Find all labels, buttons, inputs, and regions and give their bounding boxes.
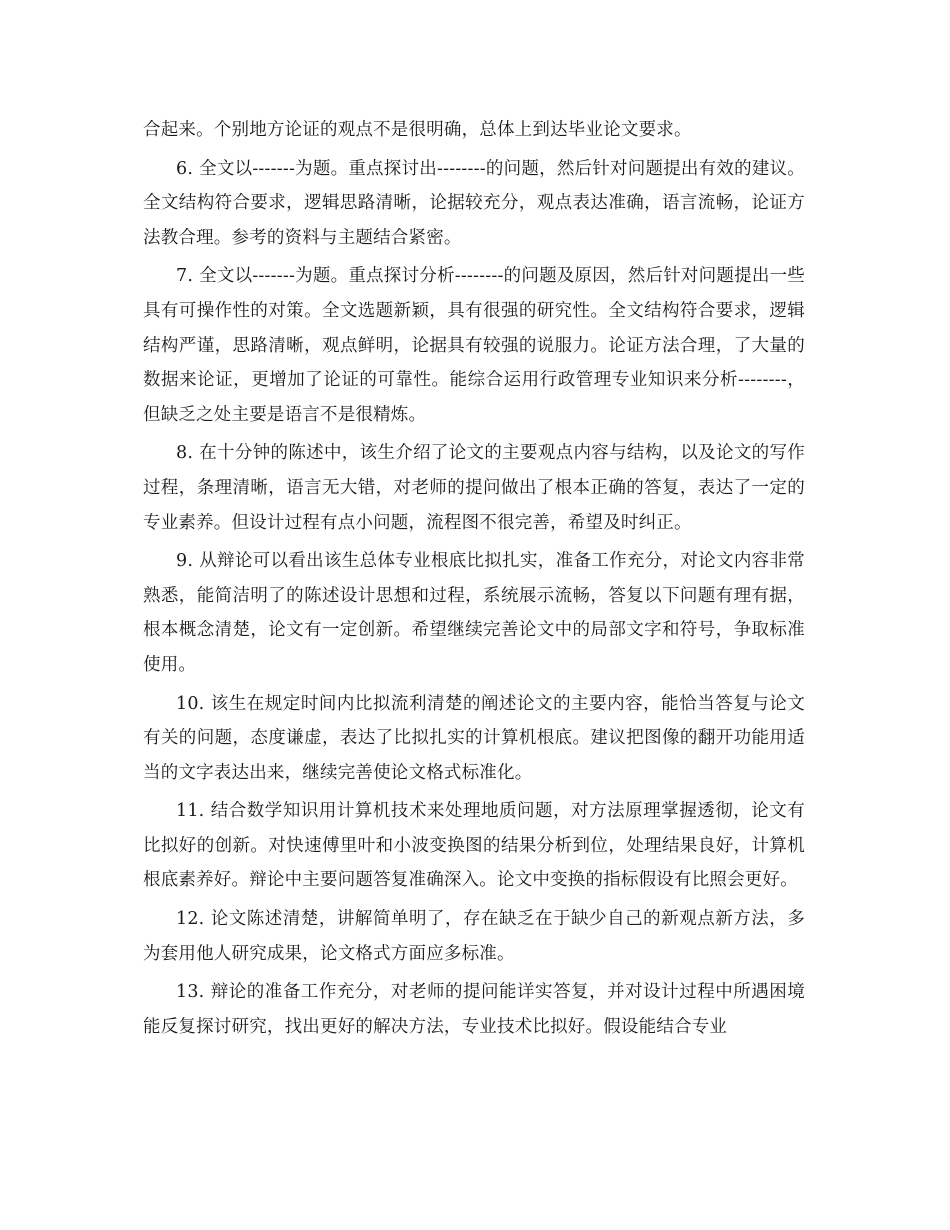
- paragraph-number: 13.: [176, 982, 205, 1003]
- paragraph-item-7: [143, 259, 805, 432]
- paragraph-continuation: [143, 113, 805, 148]
- paragraph-item-11: [143, 794, 805, 898]
- paragraph-number: 11.: [176, 801, 205, 822]
- paragraph-number: 9.: [176, 551, 194, 572]
- paragraph-text: 在十分钟的陈述中，该生介绍了论文的主要观点内容与结构，以及论文的写作过程，条理清晰，语言无大错，对老师的提问做出了根本正确的答复，表达了一定的专业素养。但设计过程有点小问题，流程图不很完善，希望及时纠正。: [143, 443, 805, 533]
- paragraph-item-13: [143, 975, 805, 1044]
- paragraph-number: 6.: [176, 158, 194, 179]
- paragraph-number: 8.: [176, 443, 194, 464]
- paragraph-text: 论文陈述清楚，讲解简单明了，存在缺乏在于缺少自己的新观点新方法，多为套用他人研究成果，论文格式方面应多标准。: [143, 909, 805, 964]
- paragraph-number: 10.: [176, 693, 205, 714]
- paragraph-item-8: [143, 436, 805, 540]
- paragraph-item-6: [143, 152, 805, 256]
- paragraph-number: 12.: [176, 909, 205, 930]
- paragraph-text: 该生在规定时间内比拟流利清楚的阐述论文的主要内容，能恰当答复与论文有关的问题，态度谦虚，表达了比拟扎实的计算机根底。建议把图像的翻开功能用适当的文字表达出来，继续完善使论文格式标准化。: [143, 693, 805, 783]
- paragraph-text: 辩论的准备工作充分，对老师的提问能详实答复，并对设计过程中所遇困境能反复探讨研究，找出更好的解决方法，专业技术比拟好。假设能结合专业: [143, 982, 805, 1037]
- paragraph-number: 7.: [176, 266, 194, 287]
- paragraph-item-9: [143, 544, 805, 682]
- document-body: [143, 113, 805, 1048]
- paragraph-text: 合起来。个别地方论证的观点不是很明确，总体上到达毕业论文要求。: [143, 120, 692, 140]
- paragraph-text: 全文以-------为题。重点探讨出--------的问题，然后针对问题提出有效的建议。全文结构符合要求，逻辑思路清晰，论据较充分，观点表达准确，语言流畅，论证方法教合理。参考的资料与主题结合紧密。: [143, 158, 805, 248]
- paragraph-text: 结合数学知识用计算机技术来处理地质问题，对方法原理掌握透彻，论文有比拟好的创新。对快速傅里叶和小波变换图的结果分析到位，处理结果良好，计算机根底素养好。辩论中主要问题答复准确深入。论文中变换的指标假设有比照会更好。: [143, 801, 805, 891]
- paragraph-text: 从辩论可以看出该生总体专业根底比拟扎实，准备工作充分，对论文内容非常熟悉，能简洁明了的陈述设计思想和过程，系统展示流畅，答复以下问题有理有据，根本概念清楚，论文有一定创新。希望继续完善论文中的局部文字和符号，争取标准使用。: [143, 551, 805, 675]
- paragraph-text: 全文以-------为题。重点探讨分析--------的问题及原因，然后针对问题提出一些具有可操作性的对策。全文选题新颖，具有很强的研究性。全文结构符合要求，逻辑结构严谨，思路清晰，观点鲜明，论据具有较强的说服力。论证方法合理，了大量的数据来论证，更增加了论证的可靠性。能综合运用行政管理专业知识来分析--------，但缺乏之处主要是语言不是很精炼。: [143, 266, 805, 425]
- paragraph-item-12: [143, 902, 805, 971]
- paragraph-item-10: [143, 687, 805, 791]
